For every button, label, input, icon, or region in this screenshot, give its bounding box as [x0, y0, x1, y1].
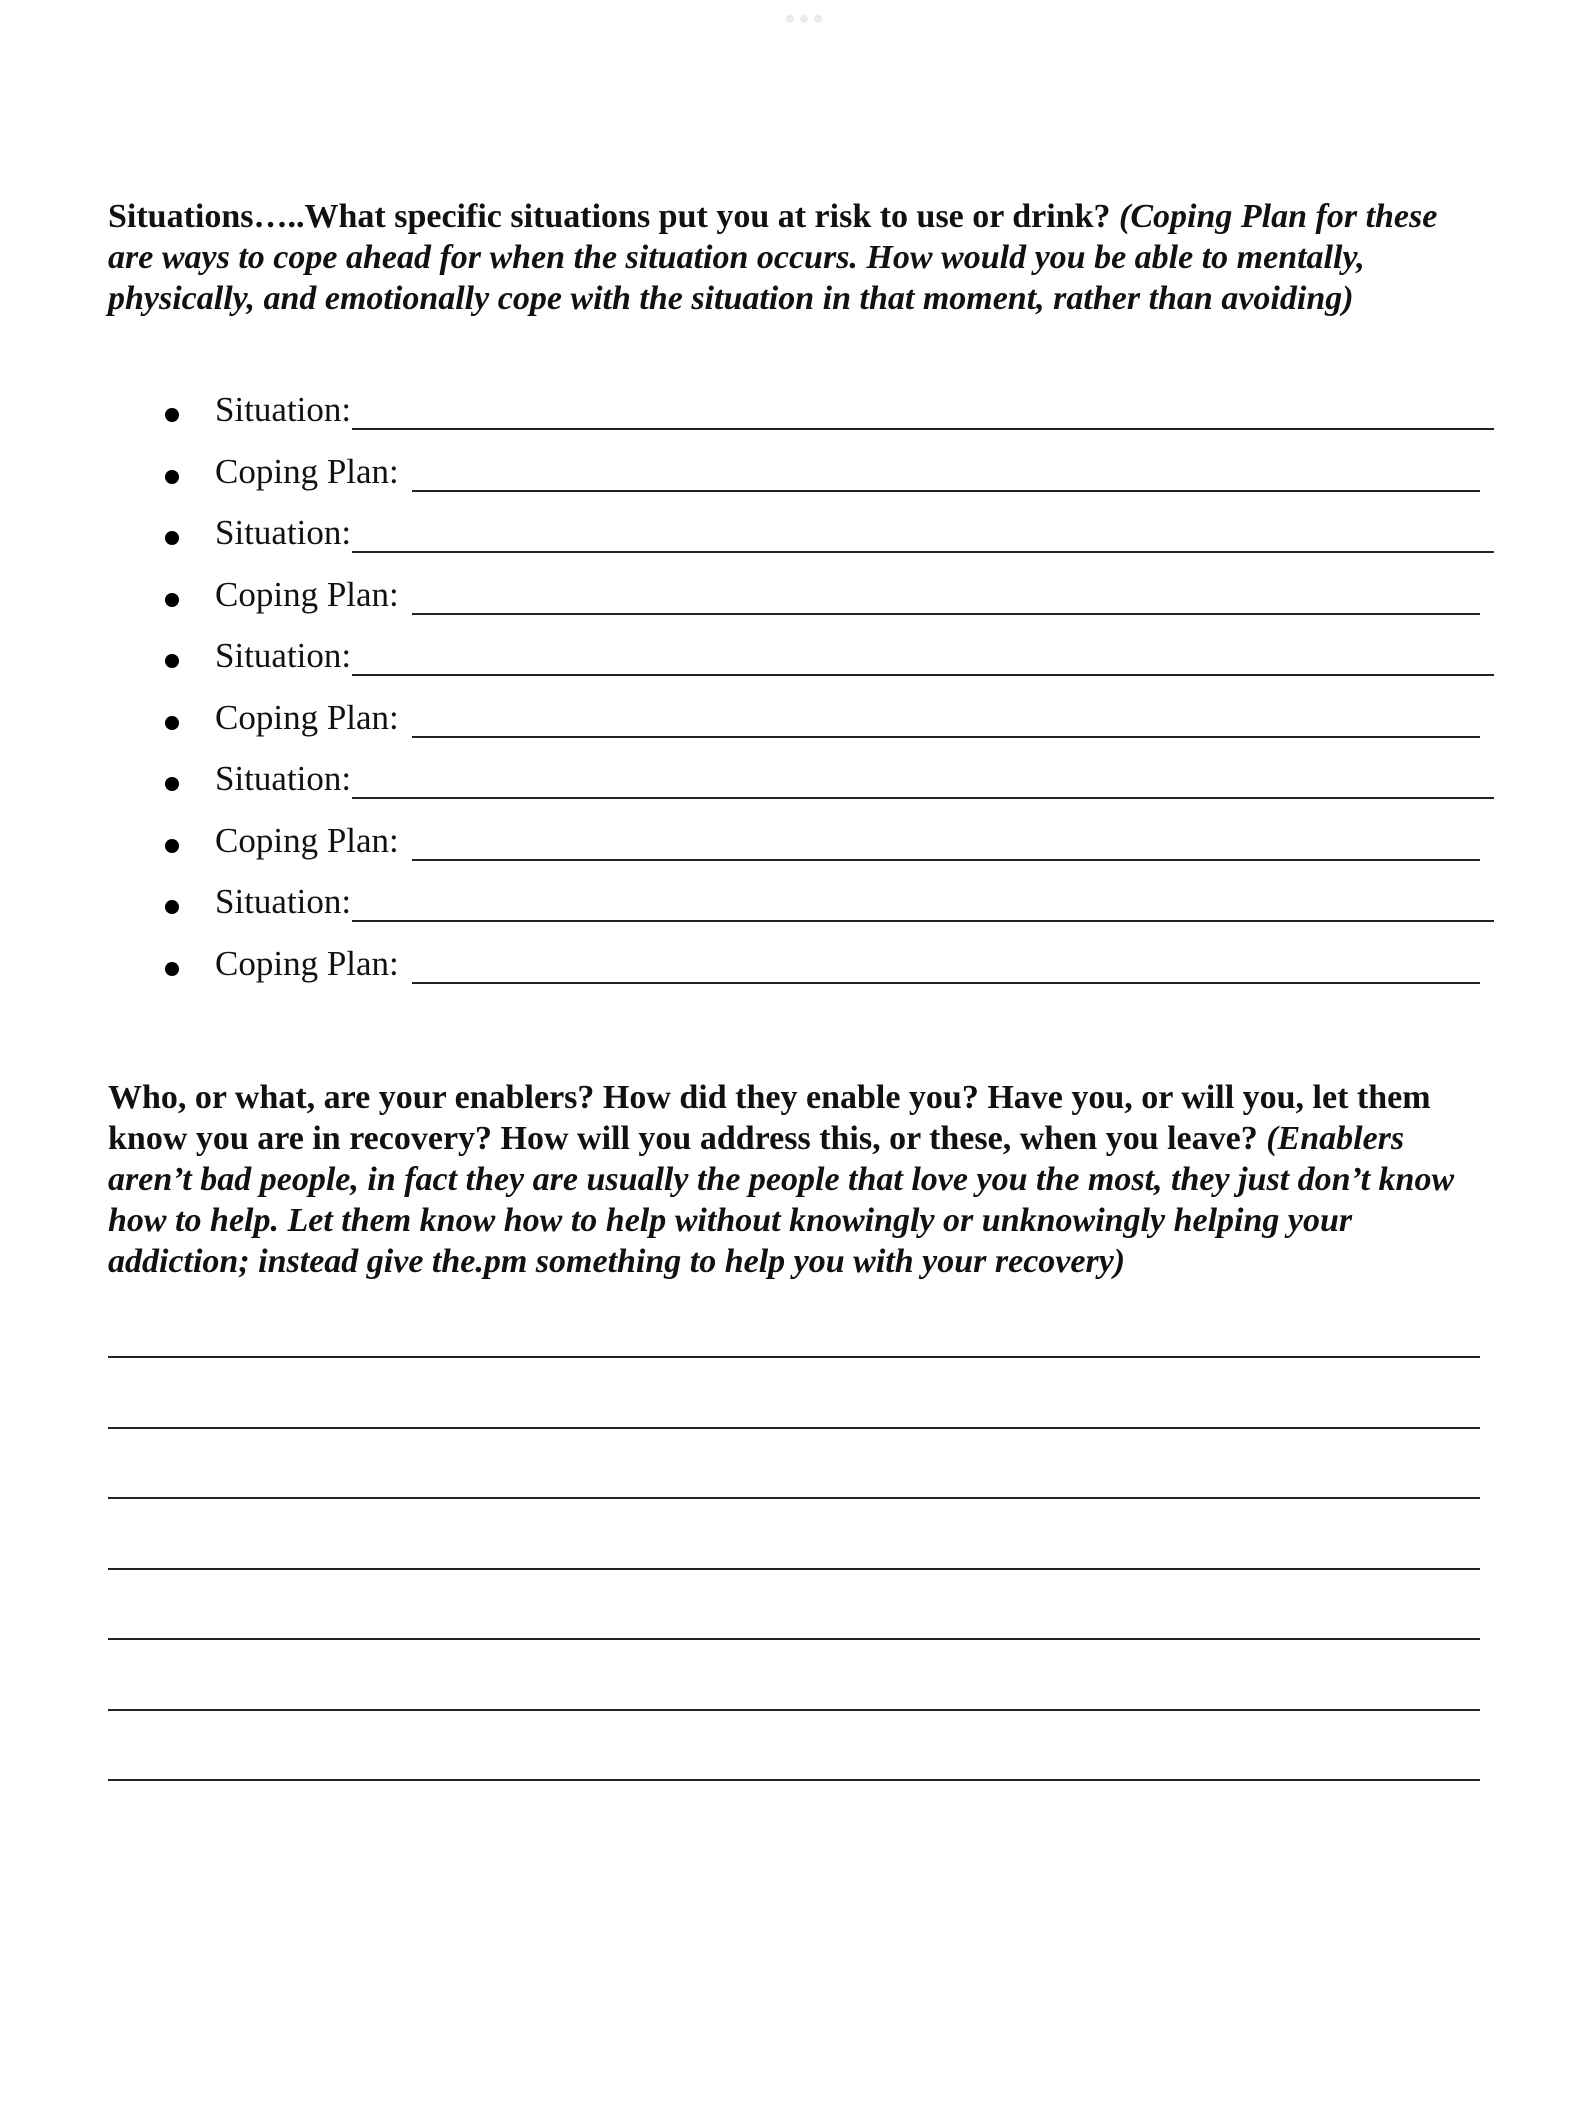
- bullet-icon: [165, 839, 179, 853]
- coping-plan-label: Coping Plan:: [215, 451, 399, 491]
- situation-item: [0, 880, 1588, 942]
- situation-answer-line[interactable]: [352, 674, 1494, 676]
- bullet-icon: [165, 900, 179, 914]
- coping-plan-label: Coping Plan:: [215, 574, 399, 614]
- coping-plan-label: Coping Plan:: [215, 820, 399, 860]
- coping-plan-label: Coping Plan:: [215, 943, 399, 983]
- enablers-answer-line[interactable]: [108, 1568, 1480, 1639]
- coping-plan-item: [0, 696, 1588, 758]
- coping-plan-answer-line[interactable]: [412, 982, 1480, 984]
- bullet-icon: [165, 716, 179, 730]
- enablers-answer-line[interactable]: [108, 1427, 1480, 1498]
- situation-answer-line[interactable]: [352, 551, 1494, 553]
- situation-item: [0, 757, 1588, 819]
- coping-plan-answer-line[interactable]: [412, 490, 1480, 492]
- enablers-answer-area: [108, 1356, 1480, 1850]
- handle-dot: [786, 15, 794, 23]
- situation-item: [0, 634, 1588, 696]
- bullet-icon: [165, 654, 179, 668]
- situations-question: Situations…..What specific situations put you at risk to use or drink?: [108, 198, 1111, 235]
- situation-label: Situation:: [215, 636, 352, 675]
- situation-label: Situation:: [215, 759, 352, 798]
- handle-dot: [814, 15, 822, 23]
- situation-answer-line[interactable]: [352, 428, 1494, 430]
- coping-plan-answer-line[interactable]: [412, 613, 1480, 615]
- enablers-prompt: [108, 1077, 1488, 1282]
- bullet-icon: [165, 408, 179, 422]
- bullet-icon: [165, 962, 179, 976]
- coping-plan-item: [0, 819, 1588, 881]
- situation-label: Situation:: [215, 390, 352, 429]
- enablers-answer-line[interactable]: [108, 1638, 1480, 1709]
- coping-plan-answer-line[interactable]: [412, 859, 1480, 861]
- situation-coping-list: [0, 388, 1588, 1003]
- enablers-question: Who, or what, are your enablers? How did they enable you? Have you, or will you, let them know you are in recovery? How will you address this, or these, when you leave?: [108, 1079, 1431, 1157]
- situation-label: Situation:: [215, 513, 352, 552]
- situation-label: Situation:: [215, 882, 352, 921]
- situation-answer-line[interactable]: [352, 797, 1494, 799]
- enablers-instructions: (Enablers aren’t bad people, in fact they are usually the people that love you the most, they just don’t know how to help. Let them know how to help without knowingly or unknowingly helping your addiction; instead give the.pm something to help you with your recovery): [108, 1120, 1455, 1280]
- bullet-icon: [165, 777, 179, 791]
- situation-item: [0, 511, 1588, 573]
- enablers-answer-line[interactable]: [108, 1709, 1480, 1780]
- situations-prompt: [108, 196, 1468, 319]
- coping-plan-item: [0, 942, 1588, 1004]
- bullet-icon: [165, 593, 179, 607]
- coping-plan-label: Coping Plan:: [215, 697, 399, 737]
- coping-plan-item: [0, 450, 1588, 512]
- coping-plan-item: [0, 573, 1588, 635]
- enablers-answer-line[interactable]: [108, 1497, 1480, 1568]
- situation-answer-line[interactable]: [352, 920, 1494, 922]
- situation-item: [0, 388, 1588, 450]
- coping-plan-answer-line[interactable]: [412, 736, 1480, 738]
- drag-handle[interactable]: [782, 14, 826, 24]
- handle-dot: [800, 15, 808, 23]
- situations-instructions: (Coping Plan for these are ways to cope ahead for when the situation occurs. How would you be able to mentally, physically, and emotionally cope with the situation in that moment, rather than avoiding): [108, 198, 1438, 317]
- bullet-icon: [165, 531, 179, 545]
- enablers-answer-line[interactable]: [108, 1779, 1480, 1850]
- bullet-icon: [165, 470, 179, 484]
- enablers-answer-line[interactable]: [108, 1356, 1480, 1427]
